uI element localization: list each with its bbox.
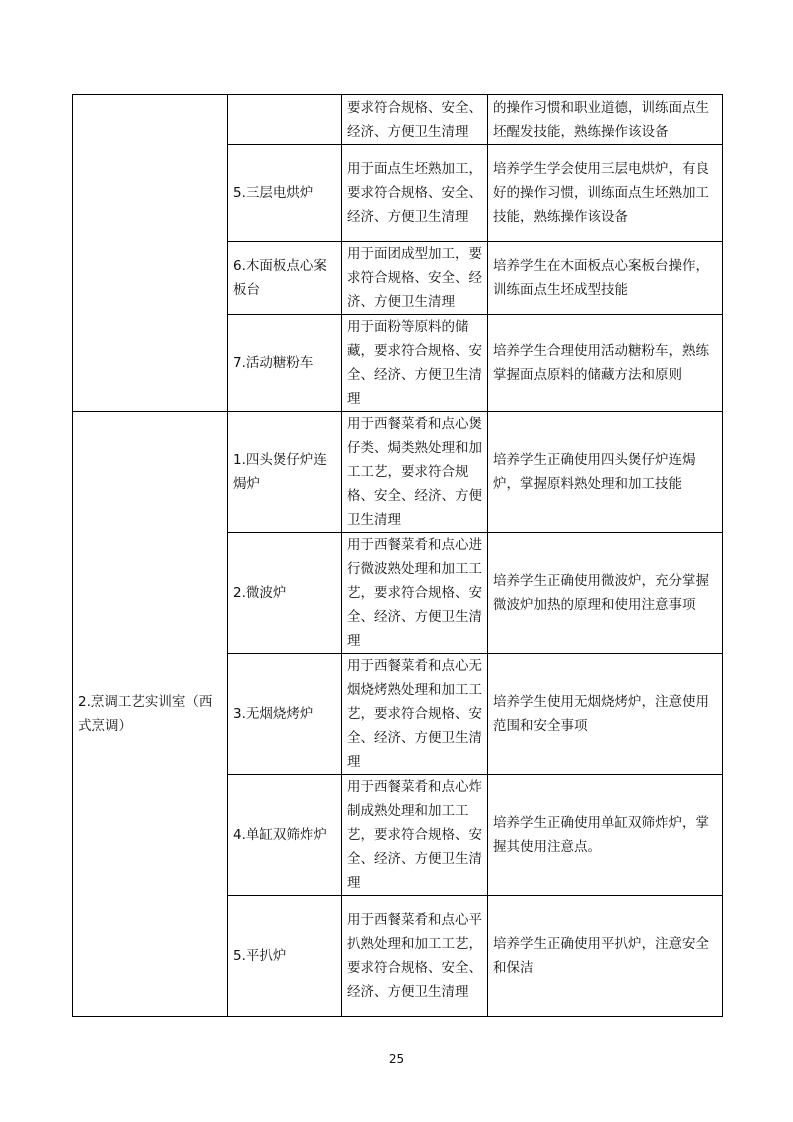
equipment-cell: 1.四头煲仔炉连焗炉	[228, 412, 342, 533]
requirement-cell: 用于面粉等原料的储藏，要求符合规格、安全、经济、方便卫生清理	[342, 315, 488, 412]
room-cell	[73, 95, 228, 412]
goal-cell: 培养学生正确使用平扒炉，注意安全和保洁	[488, 896, 723, 1017]
equipment-cell: 5.平扒炉	[228, 896, 342, 1017]
requirement-cell: 用于西餐菜肴和点心平扒熟处理和加工工艺，要求符合规格、安全、经济、方便卫生清理	[342, 896, 488, 1017]
goal-cell: 培养学生合理使用活动糖粉车，熟练掌握面点原料的储藏方法和原则	[488, 315, 723, 412]
goal-cell: 培养学生正确使用单缸双筛炸炉，掌握其使用注意点。	[488, 775, 723, 896]
requirement-cell: 用于西餐菜肴和点心无烟烧烤熟处理和加工工艺，要求符合规格、安全、经济、方便卫生清理	[342, 654, 488, 775]
requirement-cell: 要求符合规格、安全、经济、方便卫生清理	[342, 95, 488, 145]
requirement-cell: 用于面点生坯熟加工，要求符合规格、安全、经济、方便卫生清理	[342, 145, 488, 242]
equipment-table	[72, 94, 723, 1017]
room-cell: 2.烹调工艺实训室（西式烹调）	[73, 412, 228, 1017]
equipment-cell: 4.单缸双筛炸炉	[228, 775, 342, 896]
requirement-cell: 用于面团成型加工，要求符合规格、安全、经济、方便卫生清理	[342, 242, 488, 315]
equipment-cell: 7.活动糖粉车	[228, 315, 342, 412]
goal-cell: 的操作习惯和职业道德，训练面点生坯醒发技能，熟练操作该设备	[488, 95, 723, 145]
page-number: 25	[388, 1052, 405, 1066]
equipment-cell: 3.无烟烧烤炉	[228, 654, 342, 775]
equipment-cell	[228, 95, 342, 145]
goal-cell: 培养学生在木面板点心案板台操作，训练面点生坯成型技能	[488, 242, 723, 315]
requirement-cell: 用于西餐菜肴和点心煲仔类、焗类熟处理和加工工艺，要求符合规格、安全、经济、方便卫生清理	[342, 412, 488, 533]
goal-cell: 培养学生正确使用四头煲仔炉连焗炉，掌握原料熟处理和加工技能	[488, 412, 723, 533]
table-row	[73, 412, 723, 533]
equipment-cell: 5.三层电烘炉	[228, 145, 342, 242]
equipment-cell: 6.木面板点心案板台	[228, 242, 342, 315]
goal-cell: 培养学生正确使用微波炉，充分掌握微波炉加热的原理和使用注意事项	[488, 533, 723, 654]
requirement-cell: 用于西餐菜肴和点心炸制成熟处理和加工工艺，要求符合规格、安全、经济、方便卫生清理	[342, 775, 488, 896]
goal-cell: 培养学生学会使用三层电烘炉，有良好的操作习惯，训练面点生坯熟加工技能，熟练操作该设备	[488, 145, 723, 242]
requirement-cell: 用于西餐菜肴和点心进行微波熟处理和加工工艺，要求符合规格、安全、经济、方便卫生清理	[342, 533, 488, 654]
goal-cell: 培养学生使用无烟烧烤炉，注意使用范围和安全事项	[488, 654, 723, 775]
equipment-cell: 2.微波炉	[228, 533, 342, 654]
table-row	[73, 95, 723, 145]
